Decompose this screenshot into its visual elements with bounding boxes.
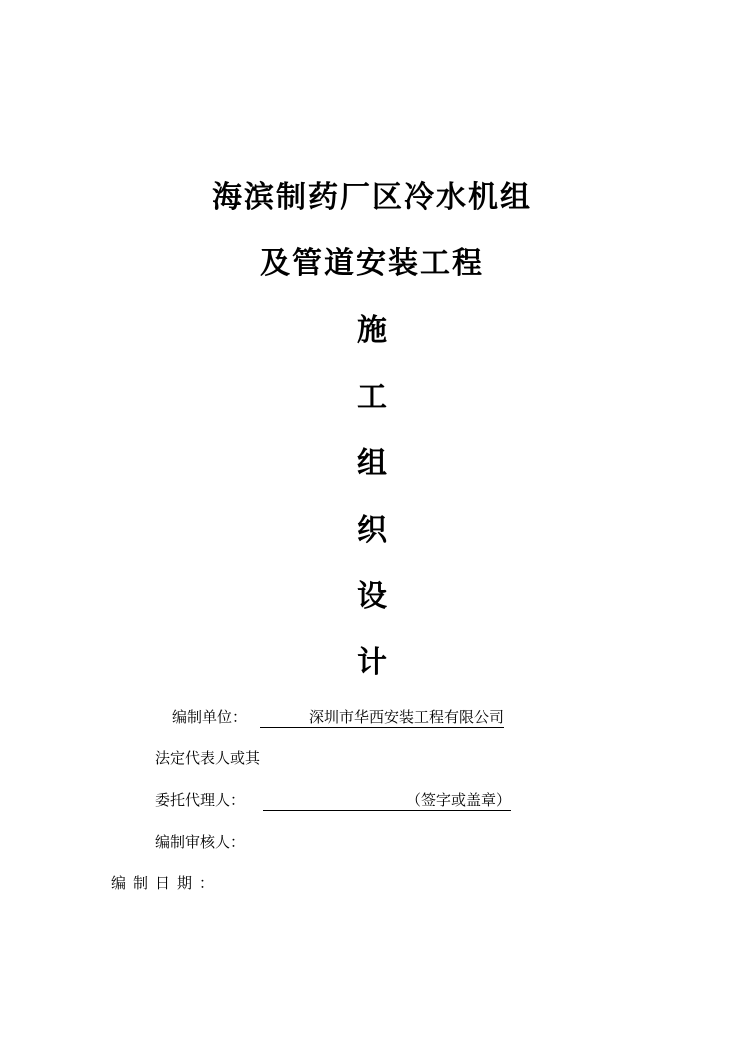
reviewer-label: 编制审核人： — [155, 833, 246, 851]
signature-line — [263, 790, 511, 811]
unit-label: 编制单位： — [172, 708, 248, 726]
representative-label-line-1: 法定代表人或其 — [155, 749, 261, 767]
representative-label-line-2: 委托代理人： — [155, 791, 246, 809]
vertical-title-char: 设 — [357, 579, 387, 614]
unit-value: 深圳市华西安装工程有限公司 — [260, 707, 504, 728]
vertical-title-char: 组 — [357, 446, 387, 481]
vertical-title-char: 织 — [357, 513, 387, 548]
vertical-title-char: 施 — [357, 313, 387, 348]
vertical-title-char: 工 — [357, 380, 387, 415]
signature-note: （签字或盖章） — [405, 791, 511, 809]
vertical-title-char: 计 — [357, 645, 387, 680]
date-label: 编制日期： — [111, 874, 222, 892]
cover-title-line-1: 海滨制药厂区冷水机组 — [212, 180, 532, 215]
cover-title-line-2: 及管道安装工程 — [260, 246, 484, 281]
